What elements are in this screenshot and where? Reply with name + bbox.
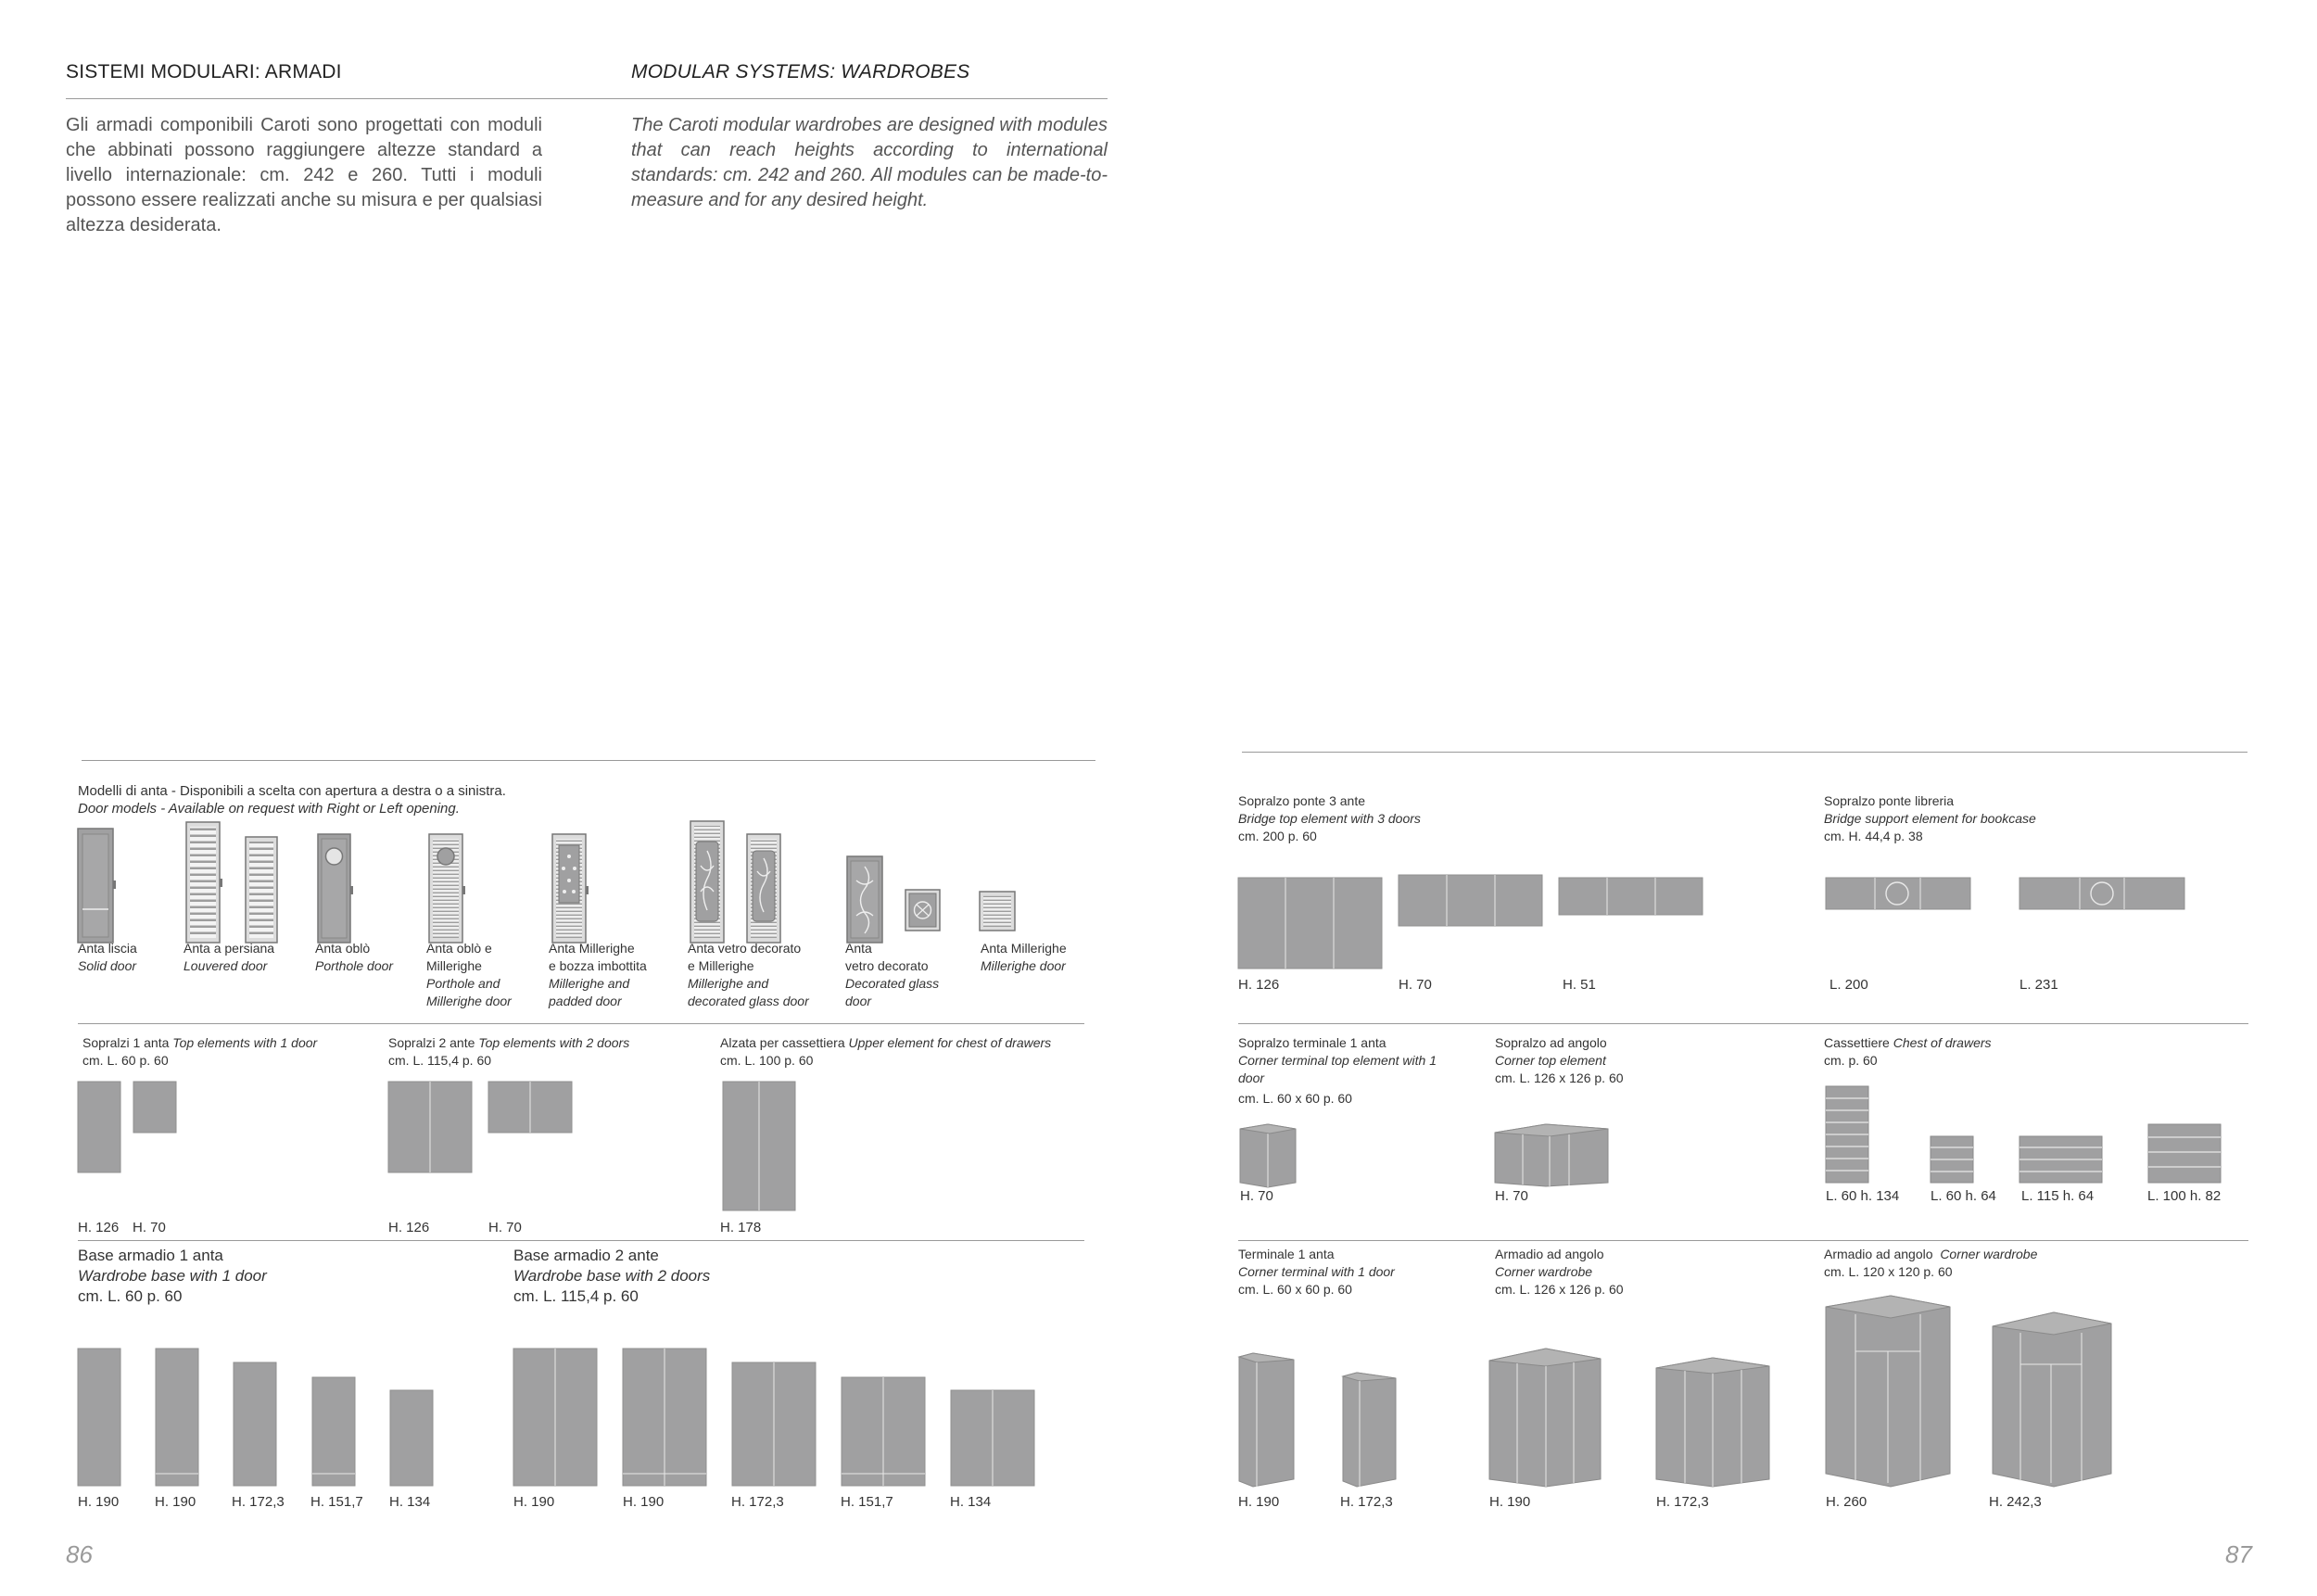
corner-wardrobe-h190 bbox=[1489, 1349, 1601, 1487]
chests-caption: Cassettiere Chest of drawers cm. p. 60 bbox=[1824, 1035, 1992, 1068]
chest-size-2: L. 60 h. 64 bbox=[1931, 1188, 1996, 1204]
bookcase-size-2: L. 231 bbox=[2019, 977, 2058, 993]
base-1door-height-5: H. 134 bbox=[389, 1494, 431, 1510]
base-2door-caption: Base armadio 2 ante Wardrobe base with 2 doors cm. L. 115,4 p. 60 bbox=[513, 1247, 711, 1305]
title-italian: SISTEMI MODULARI: ARMADI bbox=[66, 61, 342, 82]
upper-chest-height: H. 178 bbox=[720, 1220, 762, 1235]
base-2door-height-4: H. 151,7 bbox=[841, 1494, 893, 1510]
top-1door-caption: Sopralzi 1 anta Top elements with 1 door cm. L. 60 p. 60 bbox=[82, 1035, 318, 1068]
top-2door-height-1: H. 126 bbox=[388, 1220, 430, 1235]
terminal-h172 bbox=[1343, 1373, 1396, 1487]
terminal-height-2: H. 172,3 bbox=[1340, 1494, 1393, 1510]
corner-wardrobe-height-1: H. 190 bbox=[1489, 1494, 1531, 1510]
corner-wardrobe-big-height-1: H. 260 bbox=[1826, 1494, 1868, 1510]
top-1door-height-2: H. 70 bbox=[133, 1220, 166, 1235]
door-label-glass-millerighe: Anta vetro decorato e Millerighe Millerighe and decorated glass door bbox=[688, 941, 809, 1008]
top-1door-height-1: H. 126 bbox=[78, 1220, 120, 1235]
corner-terminal-top-height: H. 70 bbox=[1240, 1188, 1273, 1204]
title-english: MODULAR SYSTEMS: WARDROBES bbox=[631, 61, 970, 82]
top-2door-height-2: H. 70 bbox=[488, 1220, 522, 1235]
chest-size-3: L. 115 h. 64 bbox=[2021, 1188, 2095, 1204]
intro-english: The Caroti modular wardrobes are designed with modules that can reach heights according to international standards: cm. 242 and 260. All modules can be made-to-measure and for any desired height. bbox=[631, 115, 1108, 210]
corner-wardrobe-big-height-2: H. 242,3 bbox=[1989, 1494, 2042, 1510]
bookcase-size-1: L. 200 bbox=[1830, 977, 1868, 993]
corner-terminal-top-caption: Sopralzo terminale 1 anta Corner terminal top element with 1 door cm. L. 60 x 60 p. 60 bbox=[1238, 1035, 1437, 1106]
door-models-header: Modelli di anta - Disponibili a scelta con apertura a destra o a sinistra. Door models - Available on request with Right or Left opening. bbox=[78, 783, 506, 817]
base-1door-height-1: H. 190 bbox=[78, 1494, 120, 1510]
corner-wardrobe-h242 bbox=[1993, 1312, 2111, 1487]
base-1door-height-3: H. 172,3 bbox=[232, 1494, 285, 1510]
intro-italian: Gli armadi componibili Caroti sono progettati con moduli che abbinati possono raggiungere altezze standard a livello internazionale: cm. 242 e 260. Tutti i moduli possono essere realizzati anche su misura e per qualsiasi altezza desiderata. bbox=[66, 115, 542, 235]
chest-size-4: L. 100 h. 82 bbox=[2147, 1188, 2222, 1204]
page-number-right: 87 bbox=[2225, 1540, 2252, 1568]
top-2door-caption: Sopralzi 2 ante Top elements with 2 doors cm. L. 115,4 p. 60 bbox=[388, 1035, 630, 1068]
base-2door-height-2: H. 190 bbox=[623, 1494, 665, 1510]
base-2door-height-3: H. 172,3 bbox=[731, 1494, 784, 1510]
base-2door-height-5: H. 134 bbox=[950, 1494, 992, 1510]
bridge3-height-3: H. 51 bbox=[1563, 977, 1596, 993]
corner-top-caption: Sopralzo ad angolo Corner top element cm. L. 126 x 126 p. 60 bbox=[1495, 1035, 1624, 1085]
base-2door-height-1: H. 190 bbox=[513, 1494, 555, 1510]
base-1door-height-4: H. 151,7 bbox=[310, 1494, 363, 1510]
bridge-bookcase-caption: Sopralzo ponte libreria Bridge support element for bookcase cm. H. 44,4 p. 38 bbox=[1824, 793, 2036, 843]
terminal-caption: Terminale 1 anta Corner terminal with 1 door cm. L. 60 x 60 p. 60 bbox=[1238, 1247, 1395, 1297]
base-1door-height-2: H. 190 bbox=[155, 1494, 196, 1510]
door-label-millerighe: Anta Millerighe Millerighe door bbox=[981, 941, 1067, 973]
bridge3-height-1: H. 126 bbox=[1238, 977, 1280, 993]
bridge3-caption: Sopralzo ponte 3 ante Bridge top element with 3 doors cm. 200 p. 60 bbox=[1238, 793, 1421, 843]
bridge3-height-2: H. 70 bbox=[1399, 977, 1432, 993]
terminal-h190 bbox=[1239, 1353, 1294, 1487]
terminal-height-1: H. 190 bbox=[1238, 1494, 1280, 1510]
chest-size-1: L. 60 h. 134 bbox=[1826, 1188, 1900, 1204]
corner-wardrobe-height-2: H. 172,3 bbox=[1656, 1494, 1709, 1510]
base-1door-caption: Base armadio 1 anta Wardrobe base with 1 door cm. L. 60 p. 60 bbox=[78, 1247, 267, 1305]
door-label-louvered: Anta a persiana Louvered door bbox=[184, 941, 275, 973]
upper-chest-caption: Alzata per cassettiera Upper element for chest of drawers cm. L. 100 p. 60 bbox=[720, 1035, 1052, 1068]
corner-top-height: H. 70 bbox=[1495, 1188, 1528, 1204]
door-label-porthole-millerighe: Anta oblò e Millerighe Porthole and Millerighe door bbox=[426, 941, 512, 1008]
door-label-millerighe-padded: Anta Millerighe e bozza imbottita Millerighe and padded door bbox=[549, 941, 647, 1008]
door-label-solid: Anta liscia Solid door bbox=[78, 941, 137, 973]
door-label-porthole: Anta oblò Porthole door bbox=[315, 941, 394, 973]
corner-wardrobe-caption: Armadio ad angolo Corner wardrobe cm. L. 126 x 126 p. 60 bbox=[1495, 1247, 1624, 1297]
door-label-decorated-glass: Anta vetro decorato Decorated glass door bbox=[845, 941, 940, 1008]
page-number-left: 86 bbox=[66, 1540, 93, 1568]
corner-wardrobe-big-caption: Armadio ad angolo Corner wardrobe cm. L. 120 x 120 p. 60 bbox=[1824, 1247, 2038, 1279]
